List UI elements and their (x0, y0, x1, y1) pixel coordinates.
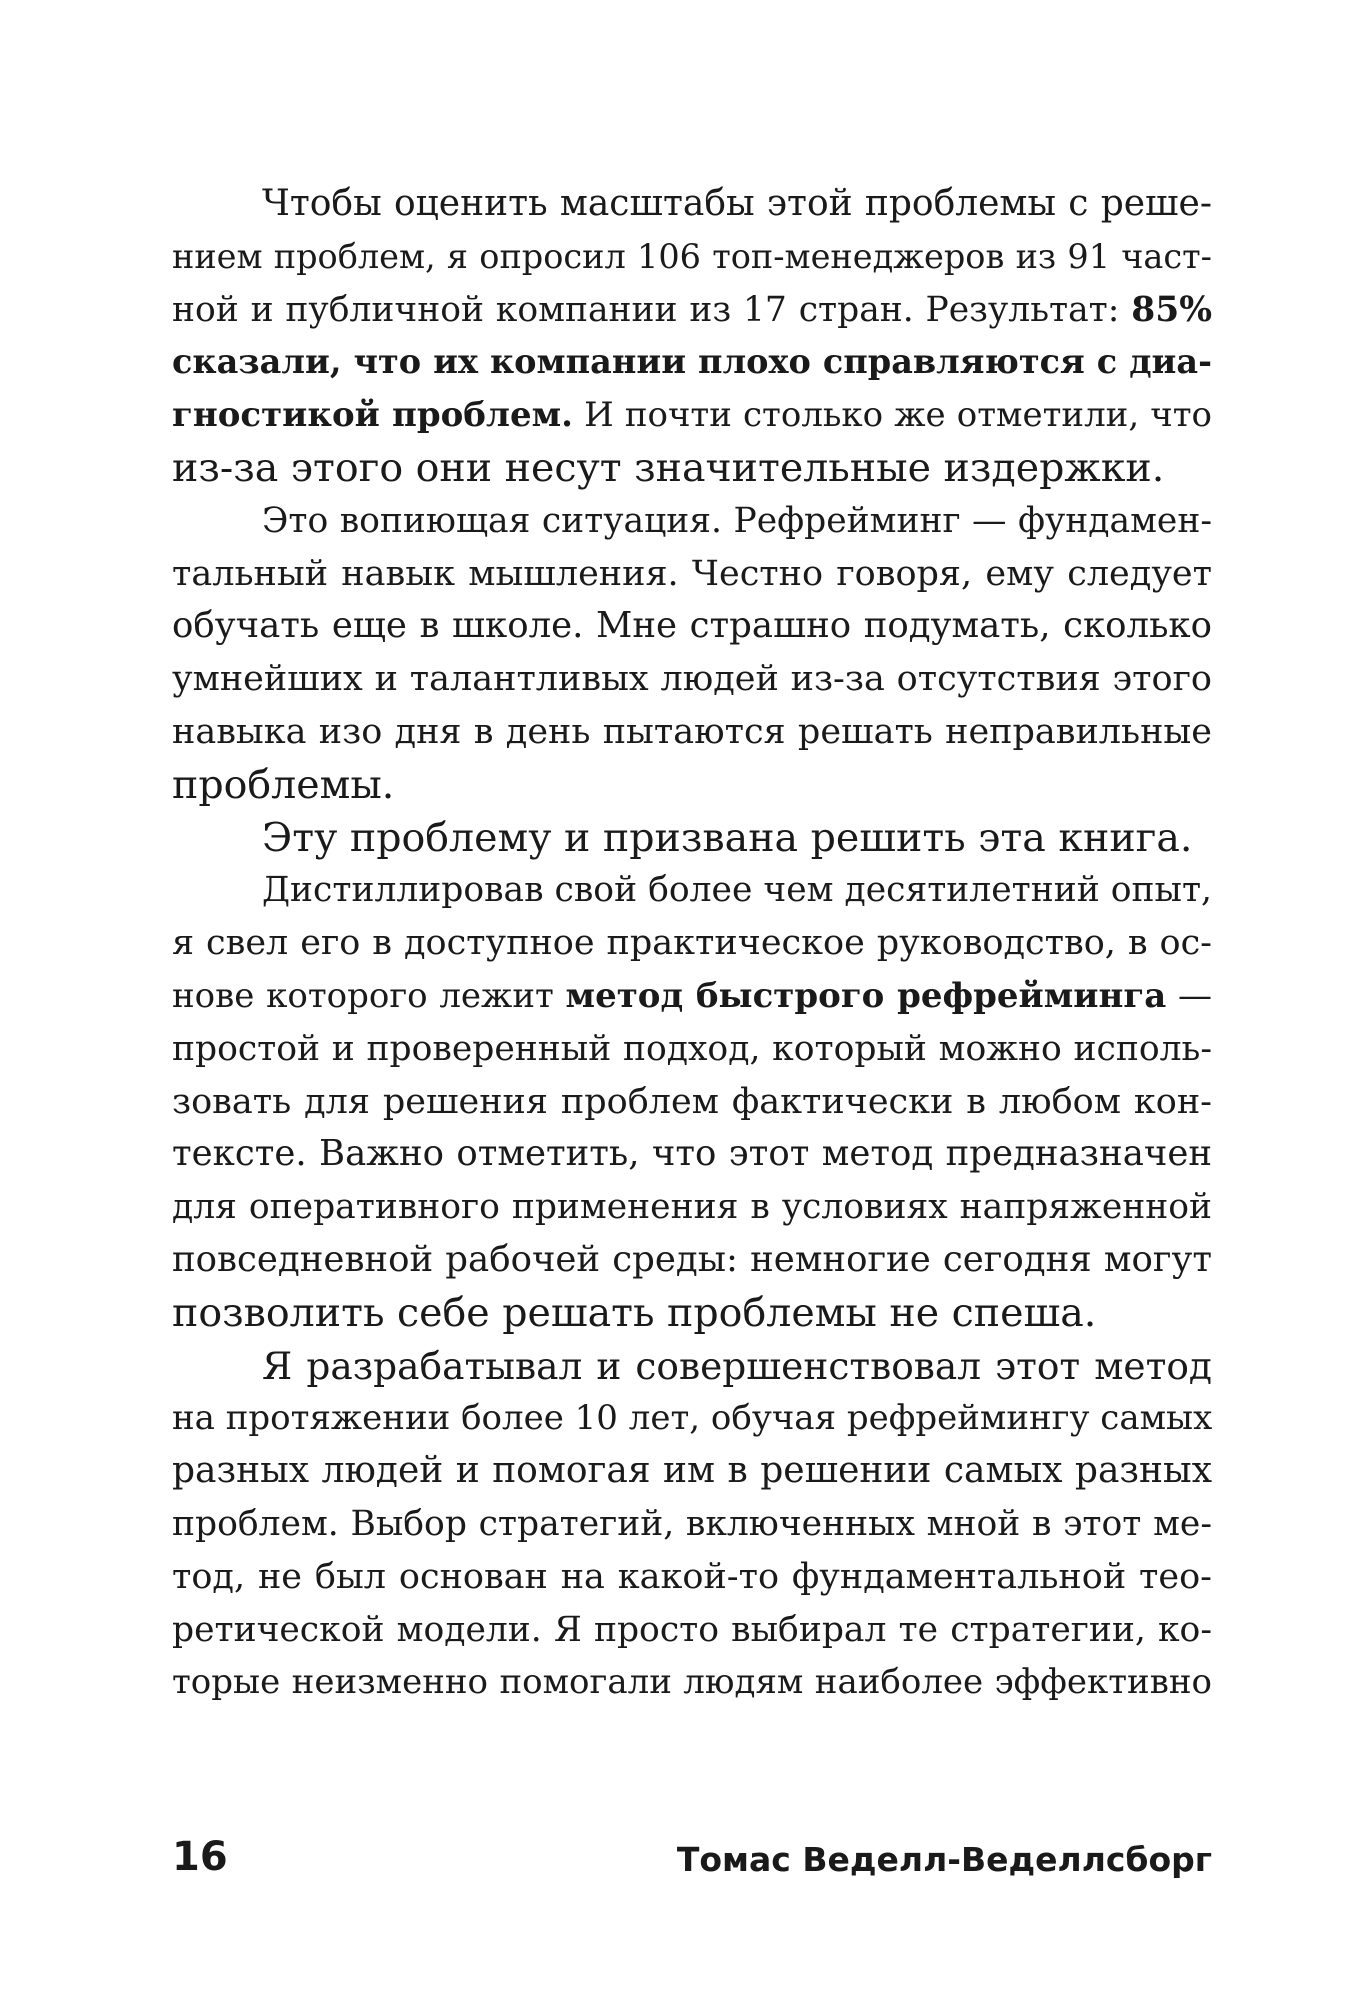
text-segment: обучать еще в школе. Мне страшно подумать, сколько (172, 605, 1212, 647)
text-line (172, 917, 1212, 970)
text-line (172, 864, 1212, 917)
text-line (172, 1181, 1212, 1234)
page-number: 16 (172, 1834, 228, 1880)
text-line (172, 1604, 1212, 1657)
text-segment: умнейших и талантливых людей из-за отсутствия этого (172, 659, 1212, 700)
text-line (172, 495, 1212, 548)
text-segment: торые неизменно помогали людям наиболее эффективно (172, 1662, 1212, 1703)
text-line (172, 1498, 1212, 1551)
text-line (172, 706, 1212, 759)
text-line (172, 1287, 1212, 1340)
running-footer-author: Томас Веделл-Веделлсборг (676, 1840, 1212, 1879)
page-body-text (172, 178, 1212, 1709)
text-segment: И почти столько же отметили, что (572, 395, 1212, 436)
text-line (172, 970, 1212, 1023)
text-line (172, 600, 1212, 653)
text-segment: ной и публичной компании из 17 стран. Результат: (172, 289, 1132, 330)
text-segment: навыка изо дня в день пытаются решать неправильные (172, 711, 1212, 752)
text-line (172, 1445, 1212, 1498)
text-line (172, 1023, 1212, 1076)
text-line (172, 653, 1212, 706)
text-segment: нием проблем, я опросил 106 топ-менеджеров из 91 част- (172, 236, 1212, 276)
text-line (172, 1128, 1212, 1181)
text-segment: Эту проблему и призвана решить эта книга. (262, 814, 1193, 861)
text-segment: — (1166, 975, 1212, 1016)
bold-text-segment: сказали, что их компании плохо справляются с диа- (172, 342, 1212, 382)
text-segment: проблемы. (172, 761, 395, 808)
text-segment: Дистиллировав свой более чем десятилетний опыт, (262, 870, 1212, 911)
text-segment: Я разрабатывал и совершенствовал этот метод (262, 1343, 1212, 1388)
text-line (172, 812, 1212, 865)
text-line (172, 1234, 1212, 1287)
page-footer (172, 1834, 1212, 1884)
text-segment: я свел его в доступное практическое руководство, в ос- (172, 923, 1212, 964)
text-line (172, 178, 1212, 231)
bold-text-segment: 85% (1131, 289, 1212, 330)
text-line (172, 1392, 1212, 1445)
text-segment: Это вопиющая ситуация. Рефрейминг — фундамен- (262, 500, 1212, 541)
text-segment: тод, не был основан на какой-то фундаментальной тео- (172, 1556, 1212, 1597)
text-line (172, 336, 1212, 389)
text-line (172, 1551, 1212, 1604)
text-segment: на протяжении более 10 лет, обучая рефреймингу самых (172, 1398, 1212, 1439)
text-line (172, 284, 1212, 337)
bold-text-segment: метод быстрого рефрейминга (565, 975, 1167, 1016)
bold-text-segment: гностикой проблем. (172, 395, 573, 436)
text-segment: разных людей и помогая им в решении самых разных (172, 1450, 1212, 1492)
text-line (172, 759, 1212, 812)
text-segment: из-за этого они несут значительные издержки. (172, 444, 1165, 491)
text-segment: повседневной рабочей среды: немногие сегодня могут (172, 1238, 1212, 1280)
text-segment: тальный навык мышления. Честно говоря, ему следует (172, 553, 1212, 594)
text-line (172, 1340, 1212, 1393)
text-segment: проблем. Выбор стратегий, включенных мной в этот ме- (172, 1503, 1212, 1544)
text-segment: для оперативного применения в условиях напряженной (172, 1187, 1212, 1228)
text-segment: простой и проверенный подход, который можно исполь- (172, 1028, 1212, 1069)
text-line (172, 389, 1212, 442)
text-segment: тексте. Важно отметить, что этот метод предназначен (172, 1133, 1212, 1175)
text-segment: ретической модели. Я просто выбирал те стратегии, ко- (172, 1609, 1212, 1650)
text-segment: зовать для решения проблем фактически в любом кон- (172, 1081, 1212, 1122)
text-line (172, 548, 1212, 601)
text-line (172, 442, 1212, 495)
text-segment: Чтобы оценить масштабы этой проблемы с реше- (262, 183, 1212, 224)
text-line (172, 1656, 1212, 1709)
text-line (172, 1076, 1212, 1129)
text-segment: позволить себе решать проблемы не спеша. (172, 1289, 1097, 1336)
text-line (172, 231, 1212, 284)
text-segment: нове которого лежит (172, 975, 566, 1016)
